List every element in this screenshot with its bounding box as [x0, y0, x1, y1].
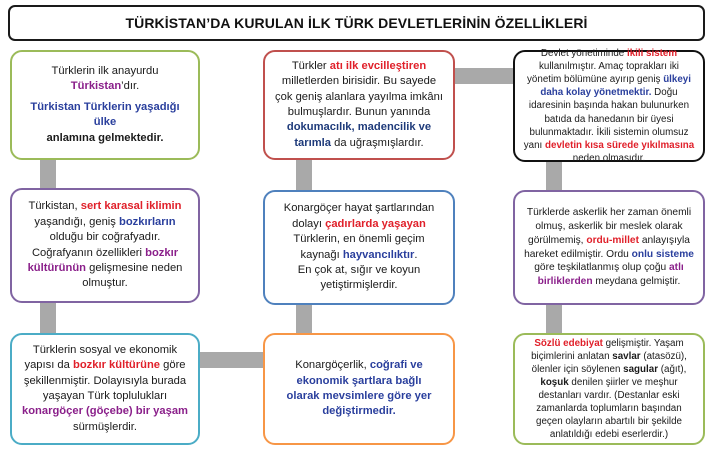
text: .: [414, 248, 418, 261]
anayurt-line2: [22, 100, 188, 146]
term-sagular: sagular: [623, 363, 659, 375]
text: denilen şiirler ve meşhur destanları vardır. (Destanlar eski zamanlarda toplumların başından geçen olayların abartılı bir şekilde anlatıldığı edebi eserlerdir.): [536, 376, 682, 441]
text: anlamına gelmektedir.: [46, 131, 164, 144]
anayurt-line1: [22, 64, 188, 95]
highlight-decimal-system: onlu sisteme: [631, 248, 694, 260]
text: Devlet yönetiminde: [540, 47, 627, 59]
box-cografya: [10, 188, 200, 303]
highlight-turkistan: Türkistan: [70, 80, 122, 93]
gecim-animals: En çok at, sığır ve koyun yetiştirmişlerdir.: [297, 263, 421, 292]
askerlik-text: [523, 206, 695, 289]
highlight-army-nation: ordu-millet: [586, 234, 639, 246]
box-edebiyat: [513, 333, 705, 445]
text: göre şekillenmiştir. Dolayısıyla burada yaşayan Türk toplulukları: [23, 359, 187, 402]
text: Türklerin, en önemli geçim kaynağı: [293, 233, 425, 261]
highlight-definition: coğrafi ve ekonomik şartlara bağlı olarak mevsimlere göre yer değiştirmedir.: [286, 359, 432, 418]
highlight-livestock: hayvancılıktır: [342, 248, 415, 261]
text: gelişmiştir. Yaşam biçimlerini anlatan: [531, 337, 684, 362]
text: ’dır.: [121, 80, 140, 93]
highlight-cavalry: atlı birliklerden: [537, 262, 684, 288]
evcillestirme-text: [274, 59, 444, 152]
text: milletlerden birisidir. Bu sayede çok geniş alanlara yayılma imkânı bulmuşlardır. Bunun yanında: [275, 75, 443, 118]
box-anayurt: [10, 50, 200, 160]
term-savlar: savlar: [612, 350, 641, 362]
text: da uğraşmışlardır.: [331, 136, 424, 149]
sosyal-text: [22, 343, 188, 436]
konargocerlik-text: [279, 358, 439, 420]
box-sosyal: [10, 333, 200, 445]
text: neden olmasıdır.: [572, 152, 646, 164]
box-ikili-sistem: [513, 47, 705, 164]
text: (atasözü), ölenler için söylenen: [531, 350, 687, 375]
text: göre teşkilatlanmış olup çoğu: [534, 262, 670, 274]
text: Doğu idaresinin başında hakan bulunurken batıda da hanedanın bir üyesi bulunmaktadır. İkili sistemin olumsuz yanı: [523, 87, 690, 151]
ikili-sistem-text: [523, 47, 695, 165]
text: (ağıt),: [658, 363, 687, 375]
text: Türklerde askerlik her zaman önemli olmuş, askerlik bir meslek olarak görülmemiş,: [526, 206, 692, 246]
edebiyat-text: [523, 337, 695, 442]
highlight-horse: atı ilk evcilleştiren: [329, 59, 427, 72]
highlight-steppe-culture: bozkır kültürüne: [72, 359, 161, 372]
text: kullanılmıştır. Amaç toprakları iki yönetim bölümüne ayırıp geniş: [527, 61, 679, 86]
connector-col3-row1-row2: [546, 162, 562, 190]
highlight-tents: çadırlarda yaşayan: [325, 217, 426, 230]
highlight-occupations: dokumacılık, madencilik ve tarımla: [286, 121, 432, 149]
text: Türkler: [291, 59, 330, 72]
text: yaşandığı, geniş: [34, 215, 119, 228]
text: Konargöçer hayat şartlarından dolayı: [283, 202, 435, 230]
box-evcillestirme: [263, 50, 455, 160]
highlight-climate: sert karasal iklimin: [80, 200, 182, 213]
text: Türkistan,: [28, 200, 81, 213]
connector-row1-col2-col3: [455, 68, 515, 84]
highlight-steppe-culture: bozkır kültürünün: [27, 246, 179, 274]
connector-col1-row1-row2: [40, 160, 56, 190]
term-kosuk: koşuk: [540, 376, 569, 388]
text: anlayışıyla hareket edilmiştir. Ordu: [524, 234, 690, 260]
cografya-text: [22, 199, 188, 292]
connector-col1-row2-row3: [40, 303, 56, 335]
highlight-oral-literature: Sözlü edebiyat: [534, 337, 603, 349]
text: Türklerin ilk anayurdu: [51, 64, 159, 77]
highlight-nomadic-life: konargöçer (göçebe) bir yaşam: [22, 405, 189, 418]
box-konargocerlik: [263, 333, 455, 445]
page-title: TÜRKİSTAN’DA KURULAN İLK TÜRK DEVLETLERİNİN ÖZELLİKLERİ: [8, 5, 705, 41]
highlight-downside: devletin kısa sürede yıkılmasına: [545, 139, 695, 151]
connector-col2-row2-row1: [296, 160, 312, 190]
connector-row3-col1-col2: [200, 352, 264, 368]
text: olduğu bir coğrafyadır. Coğrafyanın özellikleri: [31, 231, 161, 259]
box-askerlik: [513, 190, 705, 305]
text: gelişmesine neden olmuştur.: [82, 261, 183, 290]
connector-col3-row2-row3: [546, 305, 562, 335]
box-gecim: [263, 190, 455, 305]
text: Konargöçerlik,: [295, 359, 370, 372]
text: sürmüşlerdir.: [72, 420, 138, 433]
connector-col2-row3-row2: [296, 303, 312, 335]
highlight-meaning: Türkistan Türklerin yaşadığı ülke: [30, 100, 180, 129]
gecim-text: [275, 201, 443, 263]
text: Türklerin sosyal ve ekonomik yapısı da: [24, 343, 178, 372]
text: meydana gelmiştir.: [592, 276, 681, 288]
highlight-steppes: bozkırların: [119, 215, 176, 228]
highlight-purpose: ülkeyi daha kolay yönetmektir.: [540, 74, 691, 99]
highlight-dual-system: ikili sistem: [626, 47, 678, 59]
